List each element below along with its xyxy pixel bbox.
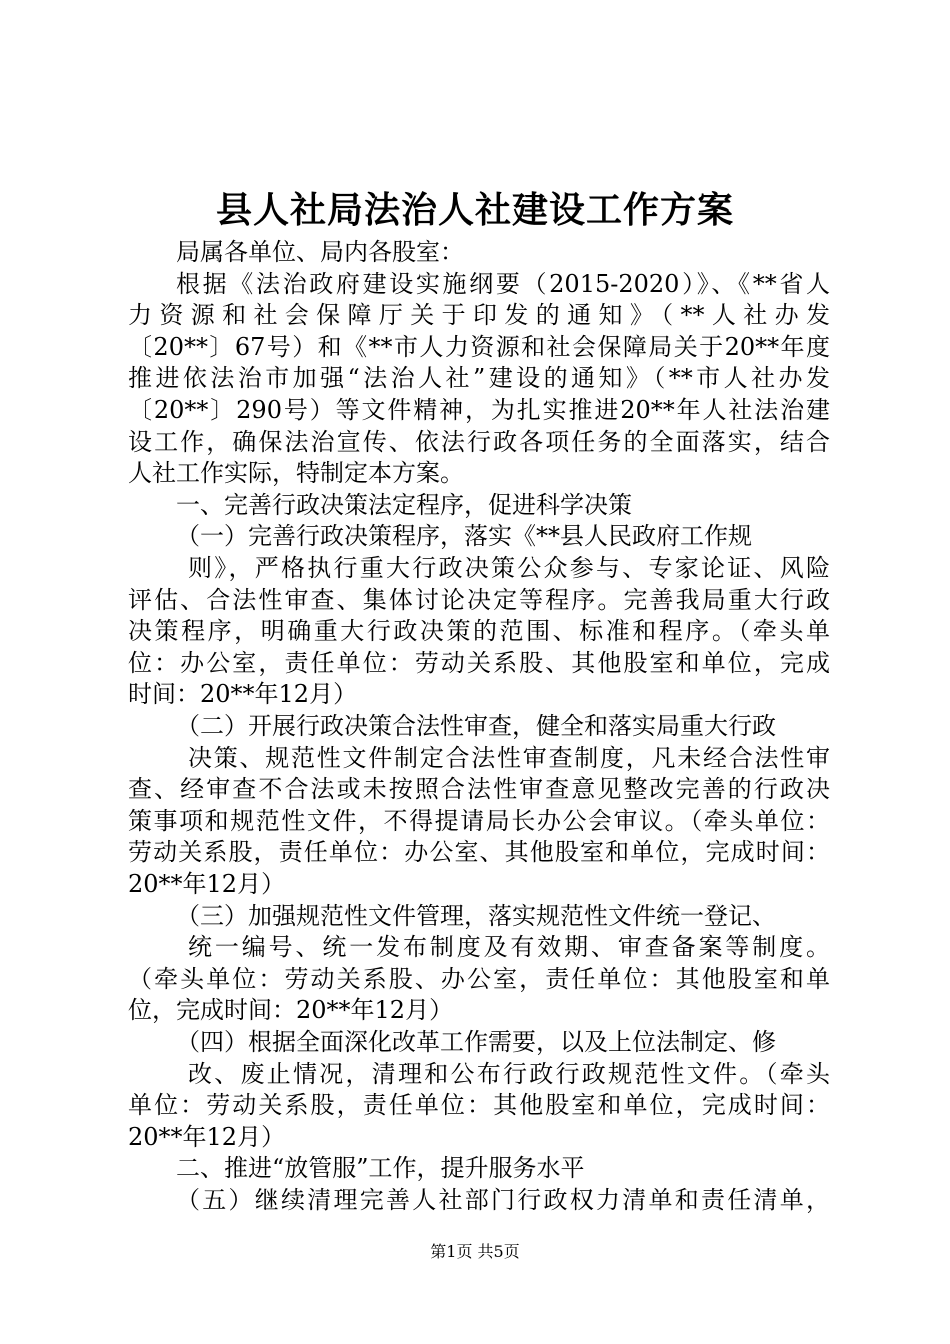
body-line: 位，完成时间：20**年12月）	[128, 996, 454, 1025]
document-title: 县人社局法治人社建设工作方案	[215, 189, 734, 231]
body-line: （三）加强规范性文件管理，落实规范性文件统一登记、	[176, 901, 776, 930]
body-line: 评估、合法性审查、集体讨论决定等程序。完善我局重大行政	[128, 585, 830, 614]
body-line: 查、经审查不合法或未按照合法性审查意见整改完善的行政决	[128, 775, 830, 804]
body-line: 设工作，确保法治宣传、依法行政各项任务的全面落实，结合	[128, 427, 830, 456]
body-line: 决策程序，明确重大行政决策的范围、标准和程序。（牵头单	[128, 617, 830, 646]
body-line: 力资源和社会保障厅关于印发的通知》（**人社办发	[128, 301, 830, 330]
body-line: （牵头单位：劳动关系股、办公室，责任单位：其他股室和单	[128, 964, 830, 993]
section-heading: 二、推进“放管服”工作，提升服务水平	[176, 1154, 585, 1183]
section-heading: 一、完善行政决策法定程序，促进科学决策	[176, 490, 632, 519]
body-line: 20**年12月）	[128, 1122, 286, 1151]
body-line: 时间：20**年12月）	[128, 680, 358, 709]
body-line: 根据《法治政府建设实施纲要（2015-2020）》、《**省人	[176, 269, 830, 298]
body-line: 决策、规范性文件制定合法性审查制度，凡未经合法性审	[188, 743, 830, 772]
body-line: 则》，严格执行重大行政决策公众参与、专家论证、风险	[188, 554, 830, 582]
body-line: （四）根据全面深化改革工作需要，以及上位法制定、修	[176, 1028, 776, 1056]
body-line: 位：办公室，责任单位：劳动关系股、其他股室和单位，完成	[128, 648, 830, 677]
body-line: 〔20**〕290号）等文件精神，为扎实推进20**年人社法治建	[128, 396, 830, 424]
body-line: 〔20**〕67号）和《**市人力资源和社会保障局关于20**年度	[128, 332, 830, 361]
salutation: 局属各单位、局内各股室：	[176, 238, 464, 266]
body-line: 策事项和规范性文件，不得提请局长办公会审议。（牵头单位：	[128, 806, 830, 835]
body-line: 统一编号、统一发布制度及有效期、审查备案等制度。	[188, 933, 830, 962]
body-line: 推进依法治市加强“法治人社”建设的通知》（**市人社办发	[128, 364, 830, 393]
body-line: 改、废止情况，清理和公布行政行政规范性文件。（牵头	[188, 1059, 830, 1088]
body-line: 20**年12月）	[128, 870, 286, 898]
body-line: （五）继续清理完善人社部门行政权力清单和责任清单，	[176, 1186, 830, 1214]
body-line: 人社工作实际，特制定本方案。	[128, 459, 464, 488]
body-line: （一）完善行政决策程序，落实《**县人民政府工作规	[176, 522, 752, 551]
body-line: 劳动关系股，责任单位：办公室、其他股室和单位，完成时间：	[128, 838, 830, 867]
body-line: （二）开展行政决策合法性审查，健全和落实局重大行政	[176, 712, 776, 740]
page-footer: 第1页 共5页	[430, 1242, 520, 1261]
body-line: 单位：劳动关系股，责任单位：其他股室和单位，完成时间：	[128, 1091, 830, 1120]
